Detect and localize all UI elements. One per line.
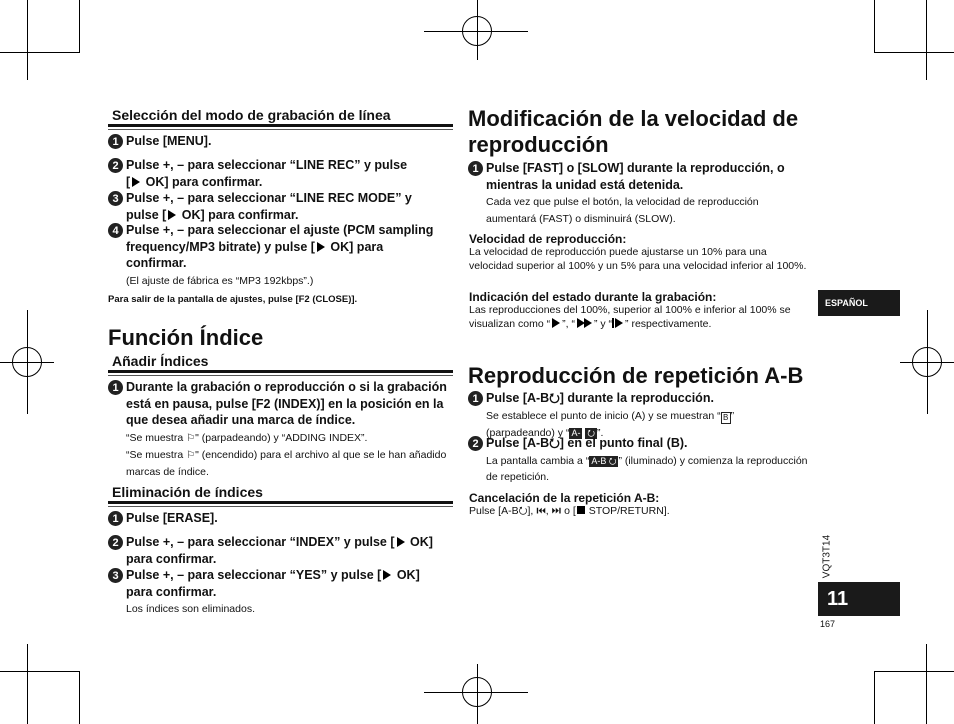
- step-number: 3: [108, 191, 123, 206]
- skip-forward-icon: ⏭: [551, 505, 562, 517]
- step-note: (El ajuste de fábrica es “MP3 192kbps”.): [126, 274, 314, 287]
- stop-icon: [577, 506, 585, 514]
- line-rec-step-1: [108, 133, 453, 150]
- heading-rule: [108, 506, 453, 507]
- section-number-tab: 11: [818, 582, 900, 616]
- step-text: Pulse [A-B⭮] en el punto final (B). La pantalla cambia a “ A-B ⭮ ” (iluminado) y comienza la reproducción de repetición.: [486, 436, 808, 483]
- repeat-indicator-icon: ⭮: [587, 427, 595, 438]
- speed-step-1: [468, 160, 808, 226]
- step-number: 1: [468, 161, 483, 176]
- step-number: 2: [468, 436, 483, 451]
- step-number: 1: [108, 134, 123, 149]
- repeat-icon: ⭮: [549, 391, 560, 405]
- repeat-icon: ⭮: [549, 436, 560, 450]
- step-number: 3: [108, 568, 123, 583]
- delete-index-step-3: [108, 567, 453, 617]
- step-text: Pulse [MENU].: [126, 134, 212, 148]
- step-text: Pulse [ERASE].: [126, 511, 218, 525]
- heading-rule: [108, 501, 453, 504]
- page-number: 167: [820, 619, 836, 629]
- step-number: 4: [108, 223, 123, 238]
- repeat-step-1: [468, 390, 813, 440]
- step-note: “Se muestra ⚐" (parpadeando) y “ADDING INDEX”.: [126, 431, 368, 444]
- language-tab: ESPAÑOL: [818, 290, 900, 316]
- index-flag-icon: ⚐: [186, 449, 196, 461]
- doc-code: VQT3T14: [821, 534, 833, 579]
- delete-index-step-1: [108, 510, 453, 527]
- step-text: Pulse +, – para seleccionar “YES” y pulse [ OK] para confirmar. Los índices son eliminados.: [126, 568, 420, 615]
- step-text: Durante la grabación o reproducción o si la grabación está en pausa, pulse [F2 (INDEX)] en la posición en la que desea añadir una marca de índice. “Se muestra ⚐" (parpadeando) y “ADDING INDEX”. “Se muestra ⚐" (encendido) para el archivo al que se le han añadido marcas de índice.: [126, 380, 447, 478]
- status-subheading: Indicación del estado durante la grabación:: [469, 290, 717, 304]
- step-text: Pulse [FAST] o [SLOW] durante la reproducción, o mientras la unidad está detenida. Cada vez que pulse el botón, la velocidad de reproducción aumentará (FAST) o disminuirá (SLOW).: [486, 161, 785, 225]
- index-flag-icon: ⚐: [186, 432, 196, 444]
- line-rec-step-4: [108, 222, 453, 288]
- step-number: 2: [108, 535, 123, 550]
- step-number: 1: [108, 511, 123, 526]
- b-indicator-icon: B: [721, 412, 731, 424]
- status-body: Las reproducciones del 100%, superior al 100% e inferior al 100% se visualizan como “ ”, “ ” y “ ” respectivamente.: [469, 304, 791, 330]
- speed-body: La velocidad de reproducción puede ajustarse un 10% para una velocidad superior al 100% y un 5% para una velocidad inferior al 100%.: [469, 246, 807, 272]
- step-note: La pantalla cambia a “ A-B ⭮ ” (iluminado) y comienza la reproducción de repetición.: [486, 454, 808, 483]
- play-fast-icon: [575, 318, 594, 330]
- exit-note: Para salir de la pantalla de ajustes, pulse [F2 (CLOSE)].: [108, 294, 358, 305]
- cancel-body: Pulse [A-B⭮], ⏮, ⏭ o [ STOP/RETURN].: [469, 505, 670, 517]
- ab-repeat-indicator-icon: A-B ⭮: [591, 455, 617, 466]
- line-rec-step-2: [108, 157, 453, 190]
- index-function-title: Función Índice: [108, 325, 264, 350]
- a-indicator-icon: A-: [571, 427, 581, 438]
- step-note: Los índices son eliminados.: [126, 603, 255, 615]
- step-text: Pulse +, – para seleccionar “LINE REC” y pulse [ OK] para confirmar.: [126, 158, 408, 189]
- line-rec-heading: Selección del modo de grabación de línea: [112, 107, 391, 123]
- repeat-step-2: [468, 435, 813, 485]
- play-normal-icon: [552, 318, 560, 328]
- step-text: Pulse +, – para seleccionar “INDEX” y pulse [ OK] para confirmar.: [126, 535, 433, 566]
- play-arrow-icon: [317, 242, 325, 252]
- skip-back-icon: ⏮: [536, 505, 546, 517]
- heading-rule: [108, 375, 453, 376]
- step-note: Cada vez que pulse el botón, la velocidad de reproducción aumentará (FAST) o disminuirá (SLOW).: [486, 196, 759, 225]
- repeat-title: Reproducción de repetición A-B: [468, 363, 804, 388]
- step-note: “Se muestra ⚐" (encendido) para el archivo al que se le han añadido marcas de índice.: [126, 448, 447, 478]
- play-arrow-icon: [132, 177, 140, 187]
- step-number: 1: [468, 391, 483, 406]
- speed-title: Modificación de la velocidad de reproducción: [468, 106, 799, 157]
- cancel-subheading: Cancelación de la repetición A-B:: [469, 491, 660, 505]
- step-note: Se establece el punto de inicio (A) y se muestran “ B ” (parpadeando) y “ A- ⭮ ”.: [486, 409, 735, 439]
- add-index-heading: Añadir Índices: [112, 353, 209, 369]
- speed-subheading: Velocidad de reproducción:: [469, 232, 627, 246]
- line-rec-step-3: [108, 190, 453, 223]
- step-number: 2: [108, 158, 123, 173]
- delete-index-heading: Eliminación de índices: [112, 484, 263, 500]
- step-text: Pulse [A-B⭮] durante la reproducción. Se establece el punto de inicio (A) y se muestran “ B ” (parpadeando) y “ A- ⭮ ”.: [486, 391, 735, 439]
- step-number: 1: [108, 380, 123, 395]
- play-arrow-icon: [383, 570, 391, 580]
- heading-rule: [108, 370, 453, 373]
- step-text: Pulse +, – para seleccionar el ajuste (PCM sampling frequency/MP3 bitrate) y pulse [ OK] para confirmar. (El ajuste de fábrica es “MP3 192kbps”.): [126, 223, 434, 287]
- delete-index-step-2: [108, 534, 453, 567]
- step-text: Pulse +, – para seleccionar “LINE REC MODE” y pulse [ OK] para confirmar.: [126, 191, 412, 222]
- play-arrow-icon: [397, 537, 405, 547]
- heading-rule: [108, 124, 453, 127]
- add-index-step-1: [108, 379, 458, 479]
- play-slow-icon: [612, 318, 625, 330]
- play-arrow-icon: [168, 210, 176, 220]
- heading-rule: [108, 129, 453, 130]
- repeat-icon: ⭮: [518, 505, 528, 517]
